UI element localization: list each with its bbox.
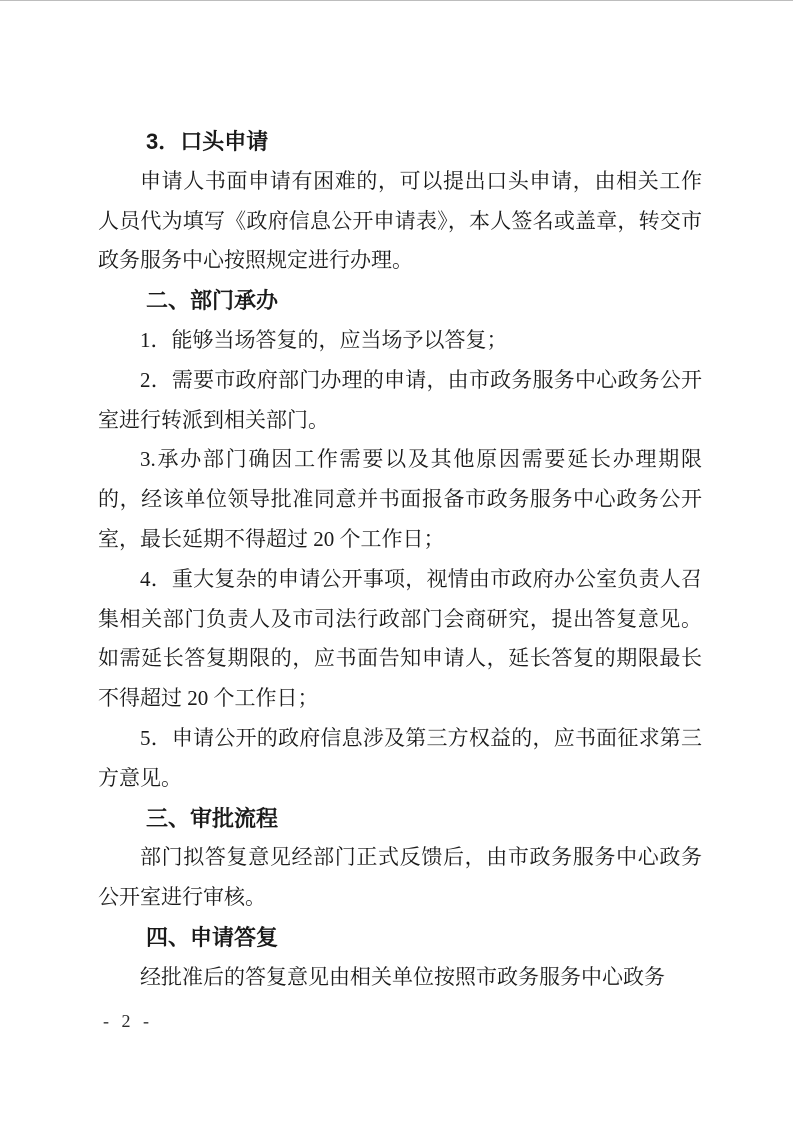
section-heading-oral-application	[98, 122, 702, 162]
text-line: 5．申请公开的政府信息涉及第三方权益的，应书面征求第三	[140, 725, 702, 750]
text-line: 如需延长答复期限的，应书面告知申请人，延长答复的期限最长	[98, 646, 702, 671]
paragraph-item-4	[98, 560, 702, 719]
paragraph-oral-application	[98, 162, 702, 281]
paragraph-approval-process	[98, 838, 702, 918]
text-line: 经批准后的答复意见由相关单位按照市政务服务中心政务	[140, 964, 665, 989]
section-heading-approval-process	[98, 799, 702, 839]
heading-line: 四、申请答复	[146, 924, 279, 950]
text-line: 的，经该单位领导批准同意并书面报备市政务服务中心政务公开	[98, 487, 702, 512]
text-line: 2．需要市政府部门办理的申请，由市政务服务中心政务公开	[140, 367, 702, 392]
text-line: 人员代为填写《政府信息公开申请表》，本人签名或盖章，转交市	[98, 208, 702, 233]
text-line: 公开室进行审核。	[98, 885, 266, 910]
paragraph-item-1	[98, 321, 702, 361]
section-heading-application-reply	[98, 918, 702, 958]
heading-line: 二、部门承办	[146, 288, 279, 314]
text-line: 不得超过 20 个工作日；	[98, 686, 319, 711]
paragraph-item-2	[98, 361, 702, 441]
text-line: 集相关部门负责人及市司法行政部门会商研究，提出答复意见。	[98, 606, 702, 631]
text-line: 3.承办部门确因工作需要以及其他原因需要延长办理期限	[140, 447, 702, 472]
text-line: 方意见。	[98, 765, 182, 790]
text-line: 政务服务中心按照规定进行办理。	[98, 248, 413, 273]
paragraph-item-3	[98, 440, 702, 559]
heading-line: 3．口头申请	[146, 129, 269, 154]
text-line: 室进行转派到相关部门。	[98, 407, 329, 432]
paragraph-item-5	[98, 719, 702, 799]
paragraph-application-reply	[98, 958, 702, 998]
text-line: 申请人书面申请有困难的，可以提出口头申请，由相关工作	[140, 168, 702, 193]
text-line: 1．能够当场答复的，应当场予以答复；	[140, 327, 508, 352]
section-heading-department-handling	[98, 281, 702, 321]
text-line: 4．重大复杂的申请公开事项，视情由市政府办公室负责人召	[140, 566, 702, 591]
text-line: 部门拟答复意见经部门正式反馈后，由市政务服务中心政务	[140, 845, 702, 870]
text-line: 室，最长延期不得超过 20 个工作日；	[98, 526, 445, 551]
document-body	[98, 122, 702, 998]
page-number: - 2 -	[103, 1011, 153, 1031]
heading-line: 三、审批流程	[146, 805, 279, 831]
